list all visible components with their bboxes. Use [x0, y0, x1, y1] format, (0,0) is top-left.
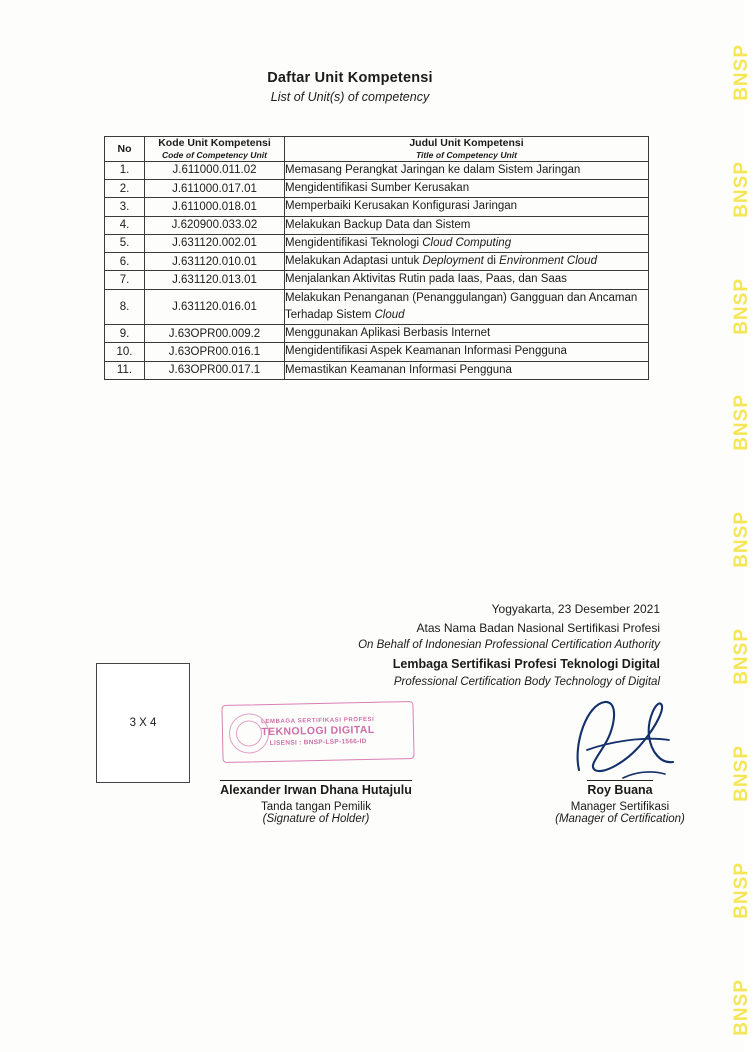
page-subtitle: List of Unit(s) of competency: [270, 90, 430, 104]
stamp-seal-icon: [229, 713, 270, 754]
cell-no: 7.: [105, 271, 145, 289]
cell-no: 5.: [105, 234, 145, 252]
table-row: [105, 216, 649, 234]
cell-code: J.620900.033.02: [145, 216, 285, 234]
holder-name: Alexander Irwan Dhana Hutajulu: [220, 780, 412, 797]
stamp-line-3: LISENSI : BNSP-LSP-1566-ID: [269, 737, 367, 748]
cell-no: 9.: [105, 325, 145, 343]
watermark-text: BNSP: [731, 861, 752, 919]
competency-units-table: [104, 136, 649, 380]
on-behalf-id: Atas Nama Badan Nasional Sertifikasi Profesi: [416, 620, 660, 635]
cell-code: J.631120.013.01: [145, 271, 285, 289]
cell-title: Menggunakan Aplikasi Berbasis Internet: [285, 325, 649, 343]
watermark-text: BNSP: [731, 277, 752, 335]
cell-code: J.63OPR00.017.1: [145, 361, 285, 379]
on-behalf-en: On Behalf of Indonesian Professional Certification Authority: [358, 639, 660, 652]
cell-title: Mengidentifikasi Teknologi Cloud Computing: [285, 234, 649, 252]
officer-role-id: Manager Sertifikasi: [570, 801, 670, 813]
cell-code: J.631120.002.01: [145, 234, 285, 252]
cell-no: 2.: [105, 180, 145, 198]
holder-role-id: Tanda tangan Pemilik: [261, 801, 371, 813]
watermark-text: BNSP: [731, 978, 752, 1036]
stamp-line-1: LEMBAGA SERTIFIKASI PROFESI: [261, 716, 375, 726]
table-row: [105, 325, 649, 343]
cell-code: J.631120.010.01: [145, 253, 285, 271]
table-row: [105, 361, 649, 379]
cell-title: Mengidentifikasi Sumber Kerusakan: [285, 180, 649, 198]
column-header-no: No: [105, 137, 145, 162]
table-row: [105, 253, 649, 271]
bnsp-watermark-strip: [696, 0, 752, 1052]
watermark-text: BNSP: [731, 394, 752, 452]
watermark-text: BNSP: [731, 511, 752, 569]
photo-placeholder-label: 3 X 4: [129, 717, 157, 729]
cell-no: 11.: [105, 361, 145, 379]
column-header-title: Judul Unit Kompetensi Title of Competency Unit: [285, 137, 649, 162]
table-row: [105, 289, 649, 325]
document-header: [0, 70, 700, 104]
holder-signature-caption: [186, 780, 446, 825]
place-date: Yogyakarta, 23 Desember 2021: [491, 602, 660, 616]
column-header-code: Kode Unit Kompetensi Code of Competency Unit: [145, 137, 285, 162]
cell-title: Memastikan Keamanan Informasi Pengguna: [285, 361, 649, 379]
cell-code: J.631120.016.01: [145, 289, 285, 325]
cell-title: Mengidentifikasi Aspek Keamanan Informasi Pengguna: [285, 343, 649, 361]
officer-signature-caption: [530, 780, 710, 825]
certification-body-en: Professional Certification Body Technology of Digital: [393, 676, 660, 689]
cell-code: J.611000.017.01: [145, 180, 285, 198]
cell-no: 8.: [105, 289, 145, 325]
cell-no: 6.: [105, 253, 145, 271]
watermark-text: BNSP: [731, 628, 752, 685]
watermark-text: BNSP: [731, 43, 752, 101]
cell-title: Melakukan Adaptasi untuk Deployment di Environment Cloud: [285, 253, 649, 271]
table-row: [105, 271, 649, 289]
cell-title: Memperbaiki Kerusakan Konfigurasi Jaringan: [285, 198, 649, 216]
watermark-text: BNSP: [731, 745, 752, 802]
cell-code: J.63OPR00.016.1: [145, 343, 285, 361]
table-header-row: [105, 137, 649, 162]
watermark-text: BNSP: [731, 160, 752, 218]
table-row: [105, 234, 649, 252]
cell-no: 1.: [105, 161, 145, 179]
page-title: Daftar Unit Kompetensi: [267, 70, 433, 86]
cell-no: 3.: [105, 198, 145, 216]
table-row: [105, 161, 649, 179]
official-stamp: [221, 701, 414, 763]
table-row: [105, 343, 649, 361]
table-row: [105, 198, 649, 216]
cell-no: 4.: [105, 216, 145, 234]
cell-code: J.611000.011.02: [145, 161, 285, 179]
cell-title: Menjalankan Aktivitas Rutin pada Iaas, Paas, dan Saas: [285, 271, 649, 289]
stamp-line-2: TEKNOLOGI DIGITAL: [261, 723, 375, 739]
officer-role-en: (Manager of Certification): [555, 813, 685, 825]
certification-body-id: Lembaga Sertifikasi Profesi Teknologi Digital: [392, 657, 660, 671]
handwritten-signature-icon: [565, 692, 685, 787]
officer-name: Roy Buana: [587, 780, 652, 797]
cell-code: J.611000.018.01: [145, 198, 285, 216]
cell-title: Melakukan Penanganan (Penanggulangan) Gangguan dan Ancaman Terhadap Sistem Cloud: [285, 289, 649, 325]
signature-header-block: [300, 600, 660, 692]
photo-placeholder-box: [96, 663, 190, 783]
cell-code: J.63OPR00.009.2: [145, 325, 285, 343]
table-row: [105, 180, 649, 198]
holder-role-en: (Signature of Holder): [262, 813, 370, 825]
cell-title: Memasang Perangkat Jaringan ke dalam Sistem Jaringan: [285, 161, 649, 179]
cell-title: Melakukan Backup Data dan Sistem: [285, 216, 649, 234]
cell-no: 10.: [105, 343, 145, 361]
